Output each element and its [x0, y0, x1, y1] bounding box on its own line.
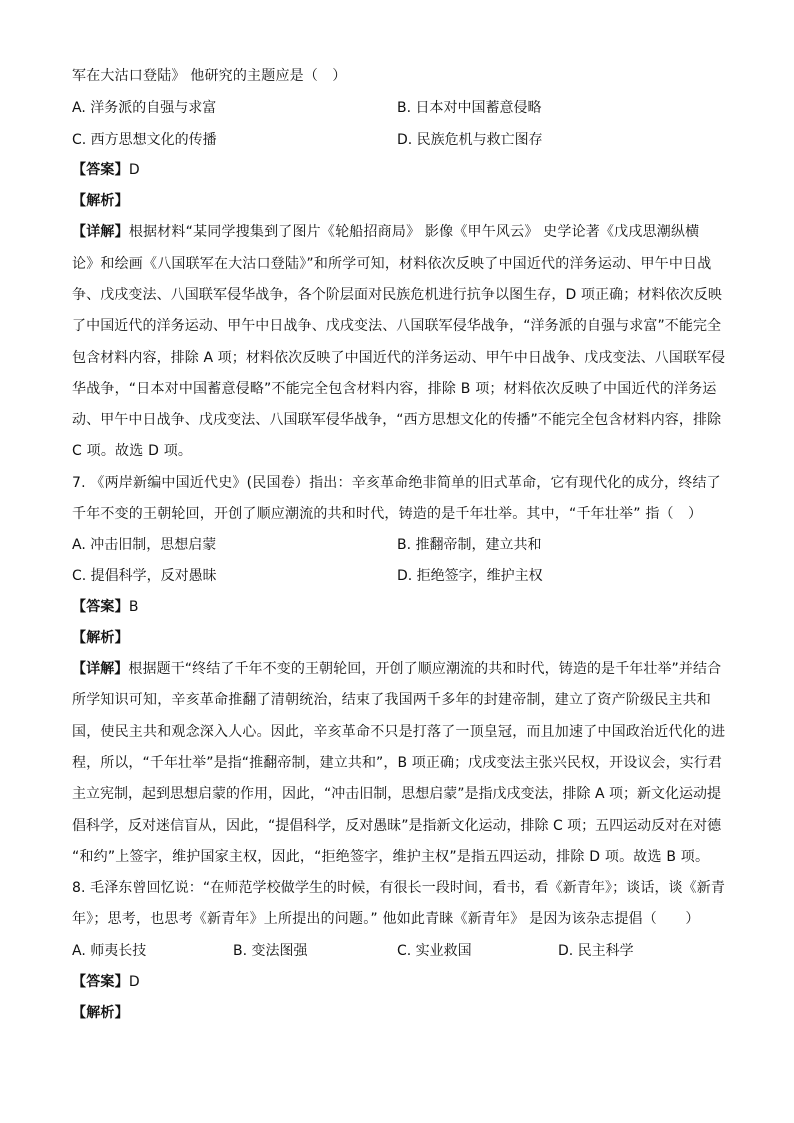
q7-answer — [72, 597, 724, 617]
q7-stem-line: 千年不变的王朝轮回，开创了顺应潮流的共和时代，铸造的是千年壮举。其中，“千年壮举” 指（ ） — [72, 506, 703, 522]
q8-analysis-heading — [72, 1003, 724, 1023]
detail-tag: 【详解】 — [72, 224, 129, 240]
q7-stem-line: 7. 《两岸新编中国近代史》(民国卷）指出：辛亥革命绝非简单的旧式革命，它有现代化的成分，终结了 — [72, 475, 721, 491]
answer-tag: 【答案】 — [72, 974, 129, 990]
q7-option-b: B. 推翻帝制，建立共和 — [397, 537, 542, 553]
q6-detail-line: 了中国近代的洋务运动、甲午中日战争、戊戌变法、八国联军侵华战争，“洋务派的自强与求富”不能完全 — [72, 318, 722, 334]
q6-option-d: D. 民族危机与救亡图存 — [397, 132, 543, 148]
detail-tag: 【详解】 — [72, 661, 129, 677]
q6-detail-line: C 项。故选 D 项。 — [72, 443, 193, 459]
q8-option-b: B. 变法图强 — [233, 943, 308, 959]
analysis-tag: 【解析】 — [72, 630, 129, 646]
detail-text: 根据题干“终结了千年不变的王朝轮回，开创了顺应潮流的共和时代，铸造的是千年壮举”并结合 — [128, 661, 722, 677]
q8-option-c: C. 实业救国 — [397, 943, 472, 959]
q6-detail-line: 争、戊戌变法、八国联军侵华战争，各个阶层面对民族危机进行抗争以图生存，D 项正确；材料依次反映 — [72, 287, 722, 303]
q7-detail-line: 程，所以，“千年壮举”是指“推翻帝制，建立共和”，B 项正确；戊戌变法主张兴民权，开设议会，实行君 — [72, 755, 722, 771]
analysis-tag: 【解析】 — [72, 1005, 129, 1021]
q7-option-a: A. 冲击旧制，思想启蒙 — [72, 537, 217, 553]
q6-detail-line: 动、甲午中日战争、戊戌变法、八国联军侵华战争，“西方思想文化的传播”不能完全包含材料内容，排除 — [72, 412, 722, 428]
analysis-tag: 【解析】 — [72, 193, 129, 209]
q7-detail-line — [72, 659, 724, 679]
q7-detail-line: 倡科学，反对迷信盲从，因此，“提倡科学，反对愚昧”是指新文化运动，排除 C 项；五四运动反对在对德 — [72, 818, 722, 834]
q7-analysis-heading — [72, 628, 724, 648]
answer-tag: 【答案】 — [72, 162, 129, 178]
q8-option-a: A. 师夷长技 — [72, 943, 147, 959]
q8-stem-line: 年》；思考，也思考《新青年》上所提出的问题。” 他如此青睐《新青年》 是因为该杂志提倡（ ） — [72, 911, 700, 927]
q6-option-b: B. 日本对中国蓄意侵略 — [397, 100, 542, 116]
q6-detail-line — [72, 222, 724, 242]
q6-option-c: C. 西方思想文化的传播 — [72, 132, 217, 148]
q7-detail-line: 国，使民主共和观念深入人心。因此，辛亥革命不只是打落了一顶皇冠，而且加速了中国政治近代化的进 — [72, 724, 726, 740]
answer-value: D — [128, 162, 140, 178]
detail-text: 根据材料“某同学搜集到了图片《轮船招商局》 影像《甲午风云》 史学论著《戊戌思潮纵横 — [128, 224, 700, 240]
answer-value: D — [128, 974, 140, 990]
answer-tag: 【答案】 — [72, 599, 129, 615]
q6-answer — [72, 160, 724, 180]
q7-detail-line: 所学知识可知，辛亥革命推翻了清朝统治，结束了我国两千多年的封建帝制，建立了资产阶级民主共和 — [72, 692, 711, 708]
q6-detail-line: 华战争，“日本对中国蓄意侵略”不能完全包含材料内容，排除 B 项；材料依次反映了中国近代的洋务运 — [72, 381, 717, 397]
q8-stem-line: 8. 毛泽东曾回忆说：“在师范学校做学生的时候，有很长一段时间，看书，看《新青年》；谈话，谈《新青 — [72, 880, 725, 896]
q7-detail-line: “和约”上签字，维护国家主权，因此，“拒绝签字，维护主权”是指五四运动，排除 D 项。故选 B 项。 — [72, 849, 710, 865]
q6-detail-line: 论》和绘画《八国联军在大沽口登陆》”和所学可知，材料依次反映了中国近代的洋务运动、甲午中日战 — [72, 256, 712, 272]
q6-detail-line: 包含材料内容，排除 A 项；材料依次反映了中国近代的洋务运动、甲午中日战争、戊戌变法、八国联军侵 — [72, 350, 726, 366]
answer-value: B — [128, 599, 139, 615]
q6-analysis-heading — [72, 191, 724, 211]
q6-stem-tail: 军在大沽口登陆》 他研究的主题应是（ ） — [72, 68, 347, 84]
q6-option-a: A. 洋务派的自强与求富 — [72, 100, 217, 116]
q8-option-d: D. 民主科学 — [558, 943, 634, 959]
q7-option-c: C. 提倡科学，反对愚昧 — [72, 568, 217, 584]
q8-answer — [72, 972, 724, 992]
q7-option-d: D. 拒绝签字，维护主权 — [397, 568, 543, 584]
q7-detail-line: 主立宪制，起到思想启蒙的作用，因此，“冲击旧制，思想启蒙”是指戊戌变法，排除 A 项；新文化运动提 — [72, 786, 721, 802]
